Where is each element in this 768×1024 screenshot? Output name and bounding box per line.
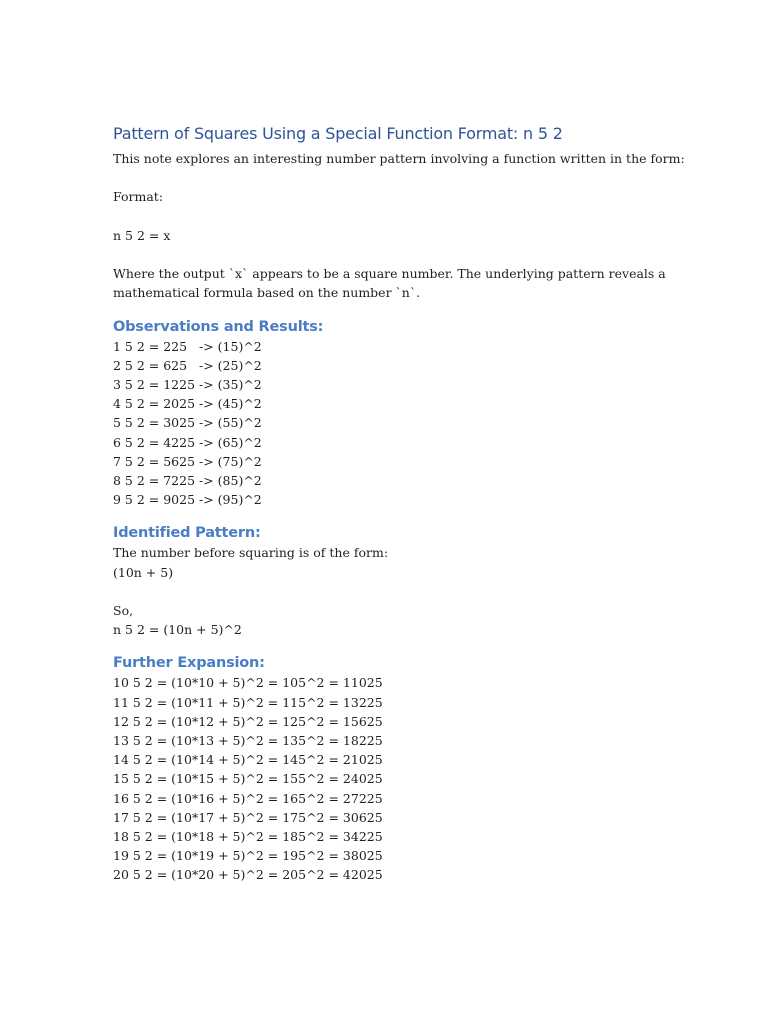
format-expression: n 5 2 = x	[113, 227, 171, 243]
observation-equation: 4 5 2 = 2025	[113, 396, 196, 412]
where-text-line-2: mathematical formula based on the number `n`.	[113, 285, 421, 301]
expansion-row: 19 5 2 = (10*19 + 5)^2 = 195^2 = 38025	[113, 848, 383, 864]
pattern-formula: n 5 2 = (10n + 5)^2	[113, 622, 242, 638]
observation-row	[113, 337, 708, 356]
spacer	[113, 207, 708, 226]
observation-equation: 1 5 2 = 225	[113, 338, 188, 354]
observation-result: -> (15)^2	[199, 338, 262, 354]
expansion-row: 17 5 2 = (10*17 + 5)^2 = 175^2 = 30625	[113, 809, 383, 825]
observation-result: -> (35)^2	[199, 376, 262, 392]
observation-row	[113, 394, 708, 413]
observation-result: -> (55)^2	[199, 415, 262, 431]
observation-row	[113, 375, 708, 394]
expansion-row: 12 5 2 = (10*12 + 5)^2 = 125^2 = 15625	[113, 713, 383, 729]
expansion-heading: Further Expansion:	[113, 655, 265, 672]
spacer	[113, 509, 708, 523]
observation-row	[113, 471, 708, 490]
intro-text: This note explores an interesting number pattern involving a function written in the form:	[113, 151, 685, 166]
pattern-heading: Identified Pattern:	[113, 525, 261, 542]
where-text-line-1: Where the output `x` appears to be a square number. The underlying pattern reveals a	[113, 266, 666, 282]
expansion-list	[113, 673, 708, 884]
observation-row	[113, 356, 708, 375]
format-label: Format:	[113, 189, 164, 205]
expansion-row: 16 5 2 = (10*16 + 5)^2 = 165^2 = 27225	[113, 790, 383, 806]
spacer	[113, 639, 708, 653]
observation-result: -> (65)^2	[199, 434, 262, 450]
observation-equation: 8 5 2 = 7225	[113, 473, 196, 488]
observation-equation: 7 5 2 = 5625	[113, 453, 196, 469]
observation-result: -> (45)^2	[199, 396, 262, 412]
observation-row	[113, 452, 708, 471]
observation-equation: 9 5 2 = 9025	[113, 492, 196, 508]
spacer	[113, 303, 708, 317]
observation-equation: 5 5 2 = 3025	[113, 415, 196, 431]
observation-row	[113, 413, 708, 432]
observations-heading: Observations and Results:	[113, 318, 324, 335]
expansion-row: 18 5 2 = (10*18 + 5)^2 = 185^2 = 34225	[113, 829, 383, 845]
document-title: Pattern of Squares Using a Special Function Format: n 5 2	[113, 124, 563, 143]
observation-equation: 3 5 2 = 1225	[113, 376, 196, 392]
observation-equation: 2 5 2 = 625	[113, 357, 188, 373]
observation-result: -> (75)^2	[199, 453, 262, 469]
observation-row	[113, 433, 708, 452]
observation-result: -> (25)^2	[199, 357, 262, 373]
expansion-row: 20 5 2 = (10*20 + 5)^2 = 205^2 = 42025	[113, 867, 383, 883]
expansion-row: 10 5 2 = (10*10 + 5)^2 = 105^2 = 11025	[113, 675, 383, 691]
expansion-row: 14 5 2 = (10*14 + 5)^2 = 145^2 = 21025	[113, 752, 383, 768]
pattern-line-1: The number before squaring is of the form:	[113, 545, 389, 561]
expansion-row: 11 5 2 = (10*11 + 5)^2 = 115^2 = 13225	[113, 694, 383, 710]
observation-row	[113, 490, 708, 509]
so-text: So,	[113, 603, 134, 618]
spacer	[113, 168, 708, 187]
pattern-line-2: (10n + 5)	[113, 564, 174, 580]
spacer	[113, 582, 708, 601]
spacer	[113, 245, 708, 264]
expansion-row: 15 5 2 = (10*15 + 5)^2 = 155^2 = 24025	[113, 771, 383, 787]
expansion-row: 13 5 2 = (10*13 + 5)^2 = 135^2 = 18225	[113, 733, 383, 749]
observation-result: -> (85)^2	[199, 473, 262, 488]
observations-list	[113, 337, 708, 510]
observation-result: -> (95)^2	[199, 492, 262, 508]
observation-equation: 6 5 2 = 4225	[113, 434, 196, 450]
